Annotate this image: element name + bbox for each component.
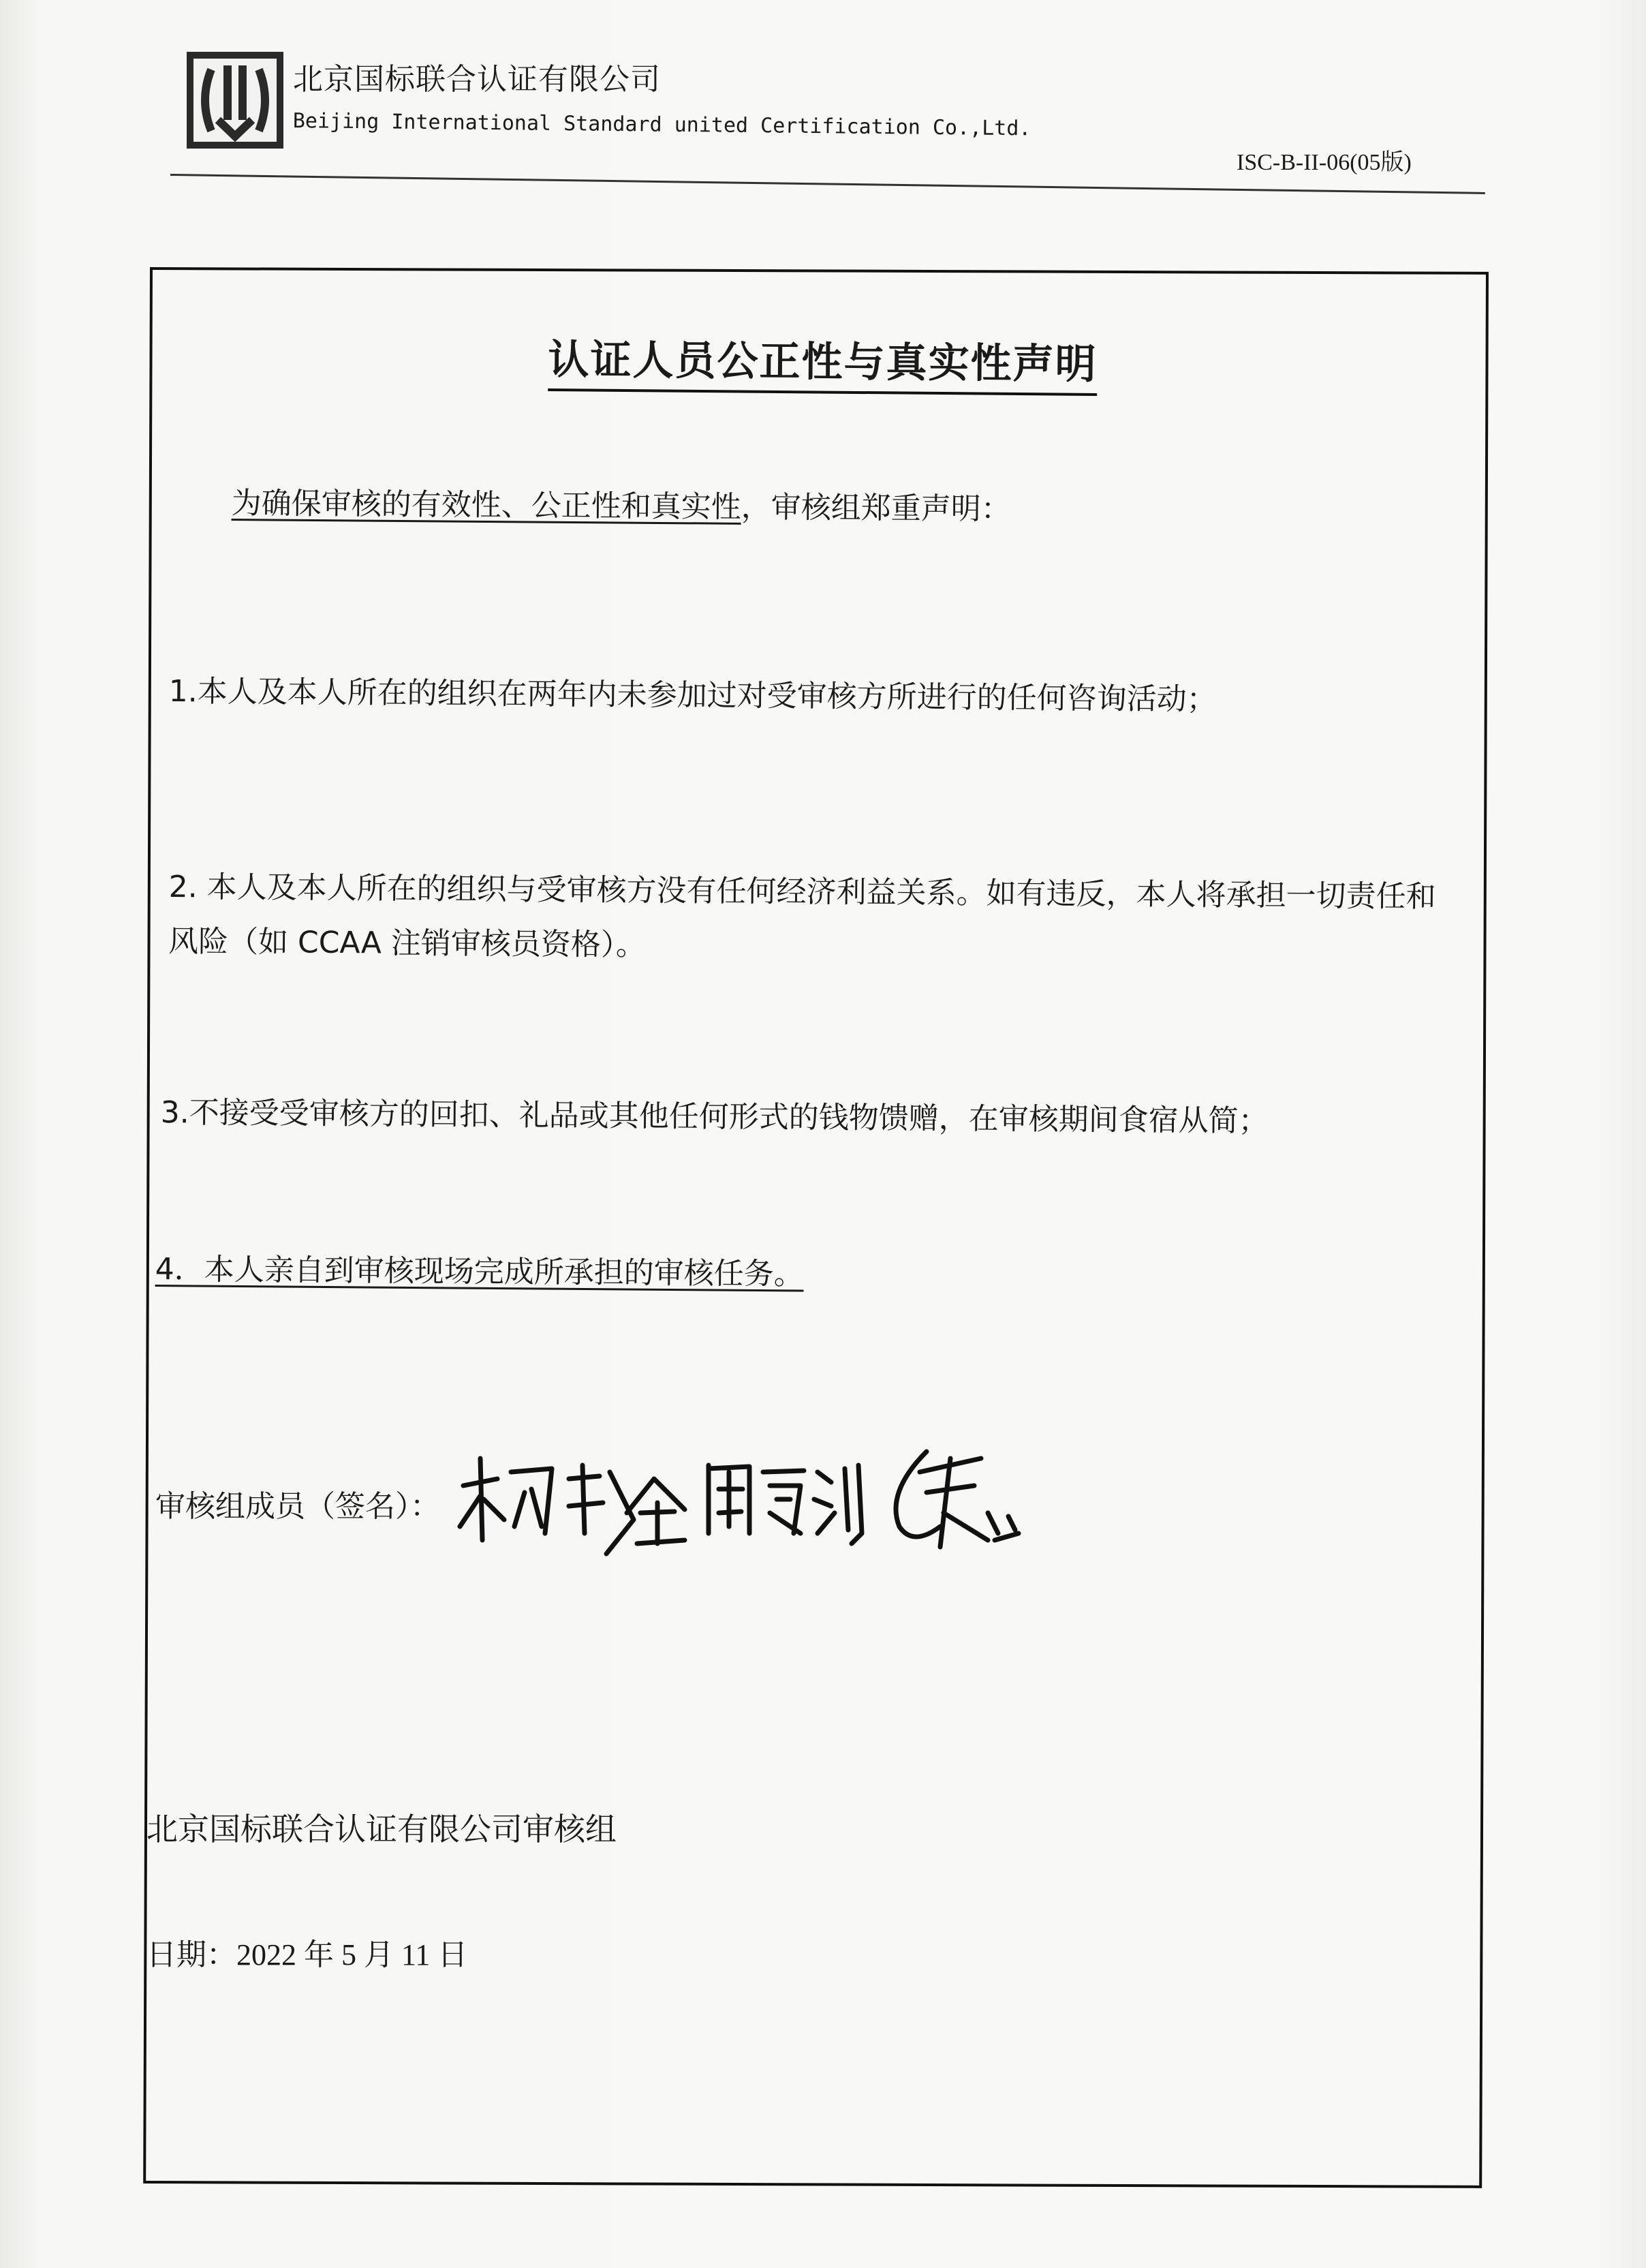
intro-rest-text: ，审核组郑重声明：: [741, 489, 1011, 527]
declaration-item-2-line-1: 2. 本人及本人所在的组织与受审核方没有任何经济利益关系。如有违反，本人将承担一切责任和: [168, 869, 1436, 915]
declaration-intro: [231, 481, 1010, 532]
declaration-item-3: 3.不接受受审核方的回扣、礼品或其他任何形式的钱物馈赠，在审核期间食宿从简；: [160, 1094, 1269, 1139]
company-name-cn: 北京国标联合认证有限公司: [293, 62, 661, 97]
company-name-en: Beijing International Standard united Certification Co.,Ltd.: [292, 109, 1031, 141]
signature-3: [896, 1452, 1019, 1547]
document-code: ISC-B-II-06(05版): [1237, 150, 1412, 175]
company-logo: [184, 49, 286, 151]
date-value: 2022 年 5 月 11 日: [236, 1938, 468, 1972]
signature-2: [709, 1465, 862, 1544]
signature-label: 审核组成员（签名）：: [155, 1489, 440, 1524]
declaration-item-4: 4．本人亲自到审核现场完成所承担的审核任务。: [155, 1251, 804, 1292]
signature-1: [460, 1458, 685, 1554]
handwritten-signatures: [450, 1431, 1063, 1588]
date-row: [146, 1930, 467, 1974]
date-label: 日期：: [146, 1937, 236, 1972]
declaration-item-2-line-2: 风险（如 CCAA 注销审核员资格）。: [168, 923, 647, 963]
intro-underlined-text: 为确保审核的有效性、公正性和真实性: [231, 485, 741, 525]
audit-group-name: 北京国标联合认证有限公司审核组: [146, 1811, 617, 1848]
declaration-item-1: 1.本人及本人所在的组织在两年内未参加过对受审核方所进行的任何咨询活动；: [168, 673, 1217, 718]
declaration-item-2: [168, 860, 1436, 979]
declaration-title: 认证人员公正性与真实性声明: [548, 327, 1098, 396]
declaration-frame: [143, 267, 1489, 2188]
